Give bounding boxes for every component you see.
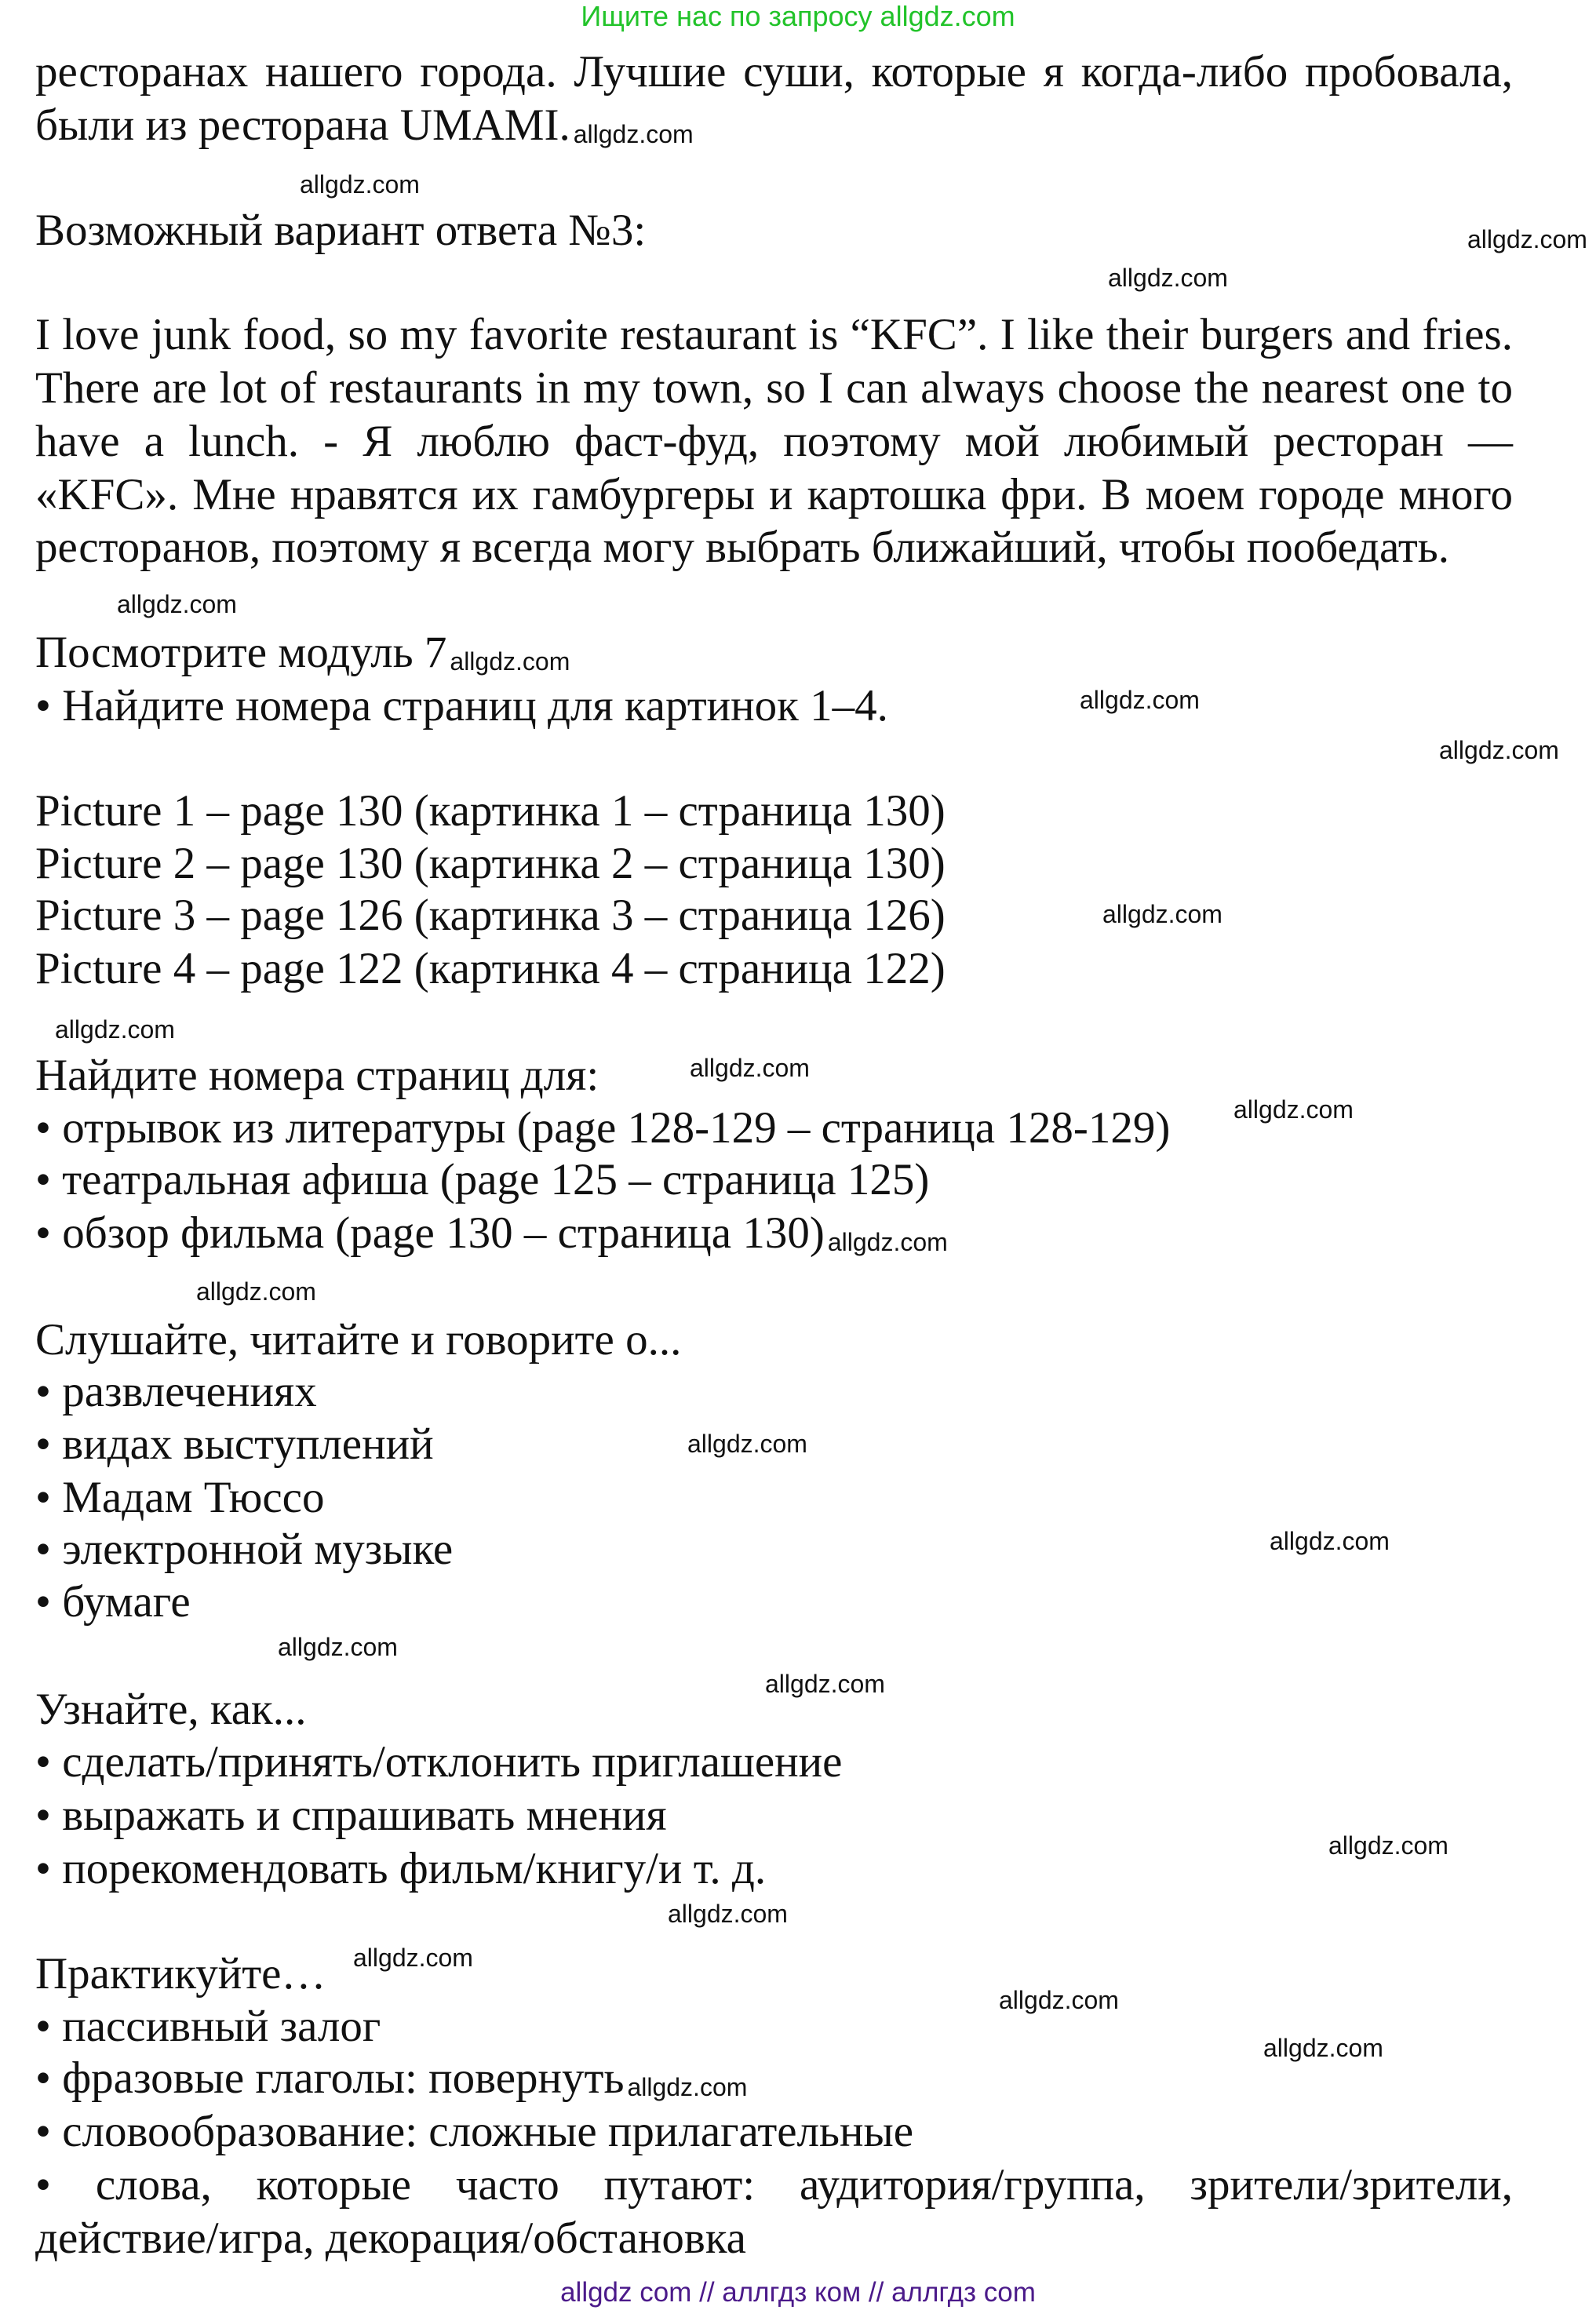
text-line-content: Посмотрите модуль 7	[35, 628, 447, 677]
list-item: • развлечениях	[35, 1367, 317, 1416]
list-item: • видах выступлений	[35, 1419, 434, 1469]
list-item	[35, 1207, 1513, 1269]
watermark: allgdz.com	[1263, 2034, 1383, 2062]
text-line: ресторанов, поэтому я всегда могу выбрать ближайший, чтобы пообедать.	[35, 523, 1450, 572]
watermark: allgdz.com	[55, 1015, 175, 1044]
watermark: allgdz.com	[765, 1670, 885, 1698]
list-item: • бумаге	[35, 1577, 191, 1627]
text-line: Picture 2 – page 130 (картинка 2 – страница 130)	[35, 839, 946, 888]
section-heading: Слушайте, читайте и говорите о...	[35, 1315, 682, 1365]
watermark: allgdz.com	[353, 1944, 473, 1972]
list-item: • Мадам Тюссо	[35, 1473, 325, 1522]
text-line: There are lot of restaurants in my town, so I can always choose the nearest one to	[35, 363, 1513, 413]
list-item: • театральная афиша (page 125 – страница 125)	[35, 1155, 930, 1204]
watermark: allgdz.com	[573, 120, 694, 148]
text-line-content: • фразовые глаголы: повернуть	[35, 2053, 625, 2103]
text-line-content: • обзор фильма (page 130 – страница 130)	[35, 1208, 825, 1258]
watermark: allgdz.com	[627, 2073, 748, 2101]
watermark: allgdz.com	[1328, 1831, 1448, 1860]
section-heading: Практикуйте…	[35, 1949, 326, 1998]
text-line: ресторанах нашего города. Лучшие суши, которые я когда-либо пробовала,	[35, 47, 1513, 97]
text-line: Picture 3 – page 126 (картинка 3 – страница 126)	[35, 891, 946, 940]
watermark: allgdz.com	[1233, 1095, 1354, 1124]
list-item: • электронной музыке	[35, 1525, 454, 1574]
list-item: • выражать и спрашивать мнения	[35, 1791, 667, 1840]
list-item: • слова, которые часто путают: аудитория/группа, зрители/зрители,	[35, 2160, 1513, 2210]
watermark: allgdz.com	[117, 590, 237, 618]
watermark: allgdz.com	[827, 1228, 948, 1256]
list-item: • сделать/принять/отклонить приглашение	[35, 1737, 843, 1787]
section-heading: Возможный вариант ответа №3:	[35, 206, 647, 255]
list-item: • пассивный залог	[35, 2002, 381, 2051]
watermark: allgdz.com	[687, 1430, 807, 1458]
watermark: allgdz.com	[1439, 736, 1559, 764]
list-item: • Найдите номера страниц для картинок 1–4.	[35, 681, 888, 731]
section-heading: Узнайте, как...	[35, 1685, 307, 1734]
watermark: allgdz.com	[300, 170, 420, 199]
text-line: I love junk food, so my favorite restaurant is “KFC”. I like their burgers and fries.	[35, 310, 1513, 359]
text-line: действие/игра, декорация/обстановка	[35, 2213, 746, 2263]
watermark: allgdz.com	[278, 1633, 398, 1661]
text-line: Picture 1 – page 130 (картинка 1 – страница 130)	[35, 786, 946, 836]
list-item: • порекомендовать фильм/книгу/и т. д.	[35, 1844, 767, 1893]
watermark: allgdz.com	[668, 1900, 788, 1928]
footer-links[interactable]: allgdz com // аллгдз ком // аллгдз com	[560, 2277, 1036, 2308]
watermark: allgdz.com	[1108, 264, 1228, 292]
watermark: allgdz.com	[1080, 686, 1200, 714]
site-banner[interactable]: Ищите нас по запросу allgdz.com	[581, 0, 1015, 32]
watermark: allgdz.com	[1467, 225, 1587, 253]
list-item: • отрывок из литературы (page 128-129 – страница 128-129)	[35, 1103, 1171, 1153]
text-line: have a lunch. - Я люблю фаст-фуд, поэтому мой любимый ресторан —	[35, 417, 1513, 466]
text-line: Picture 4 – page 122 (картинка 4 – страница 122)	[35, 944, 946, 993]
watermark: allgdz.com	[690, 1054, 810, 1082]
watermark: allgdz.com	[1270, 1527, 1390, 1555]
watermark: allgdz.com	[450, 647, 570, 676]
watermark: allgdz.com	[999, 1986, 1119, 2014]
list-item: • словообразование: сложные прилагательные	[35, 2107, 914, 2156]
text-line: «KFC». Мне нравятся их гамбургеры и картошка фри. В моем городе много	[35, 470, 1513, 519]
watermark: allgdz.com	[1102, 900, 1223, 928]
section-heading: Найдите номера страниц для:	[35, 1051, 599, 1100]
text-line	[35, 99, 1513, 161]
watermark: allgdz.com	[196, 1277, 316, 1306]
text-line-content: были из ресторана UMAMI.	[35, 100, 570, 150]
